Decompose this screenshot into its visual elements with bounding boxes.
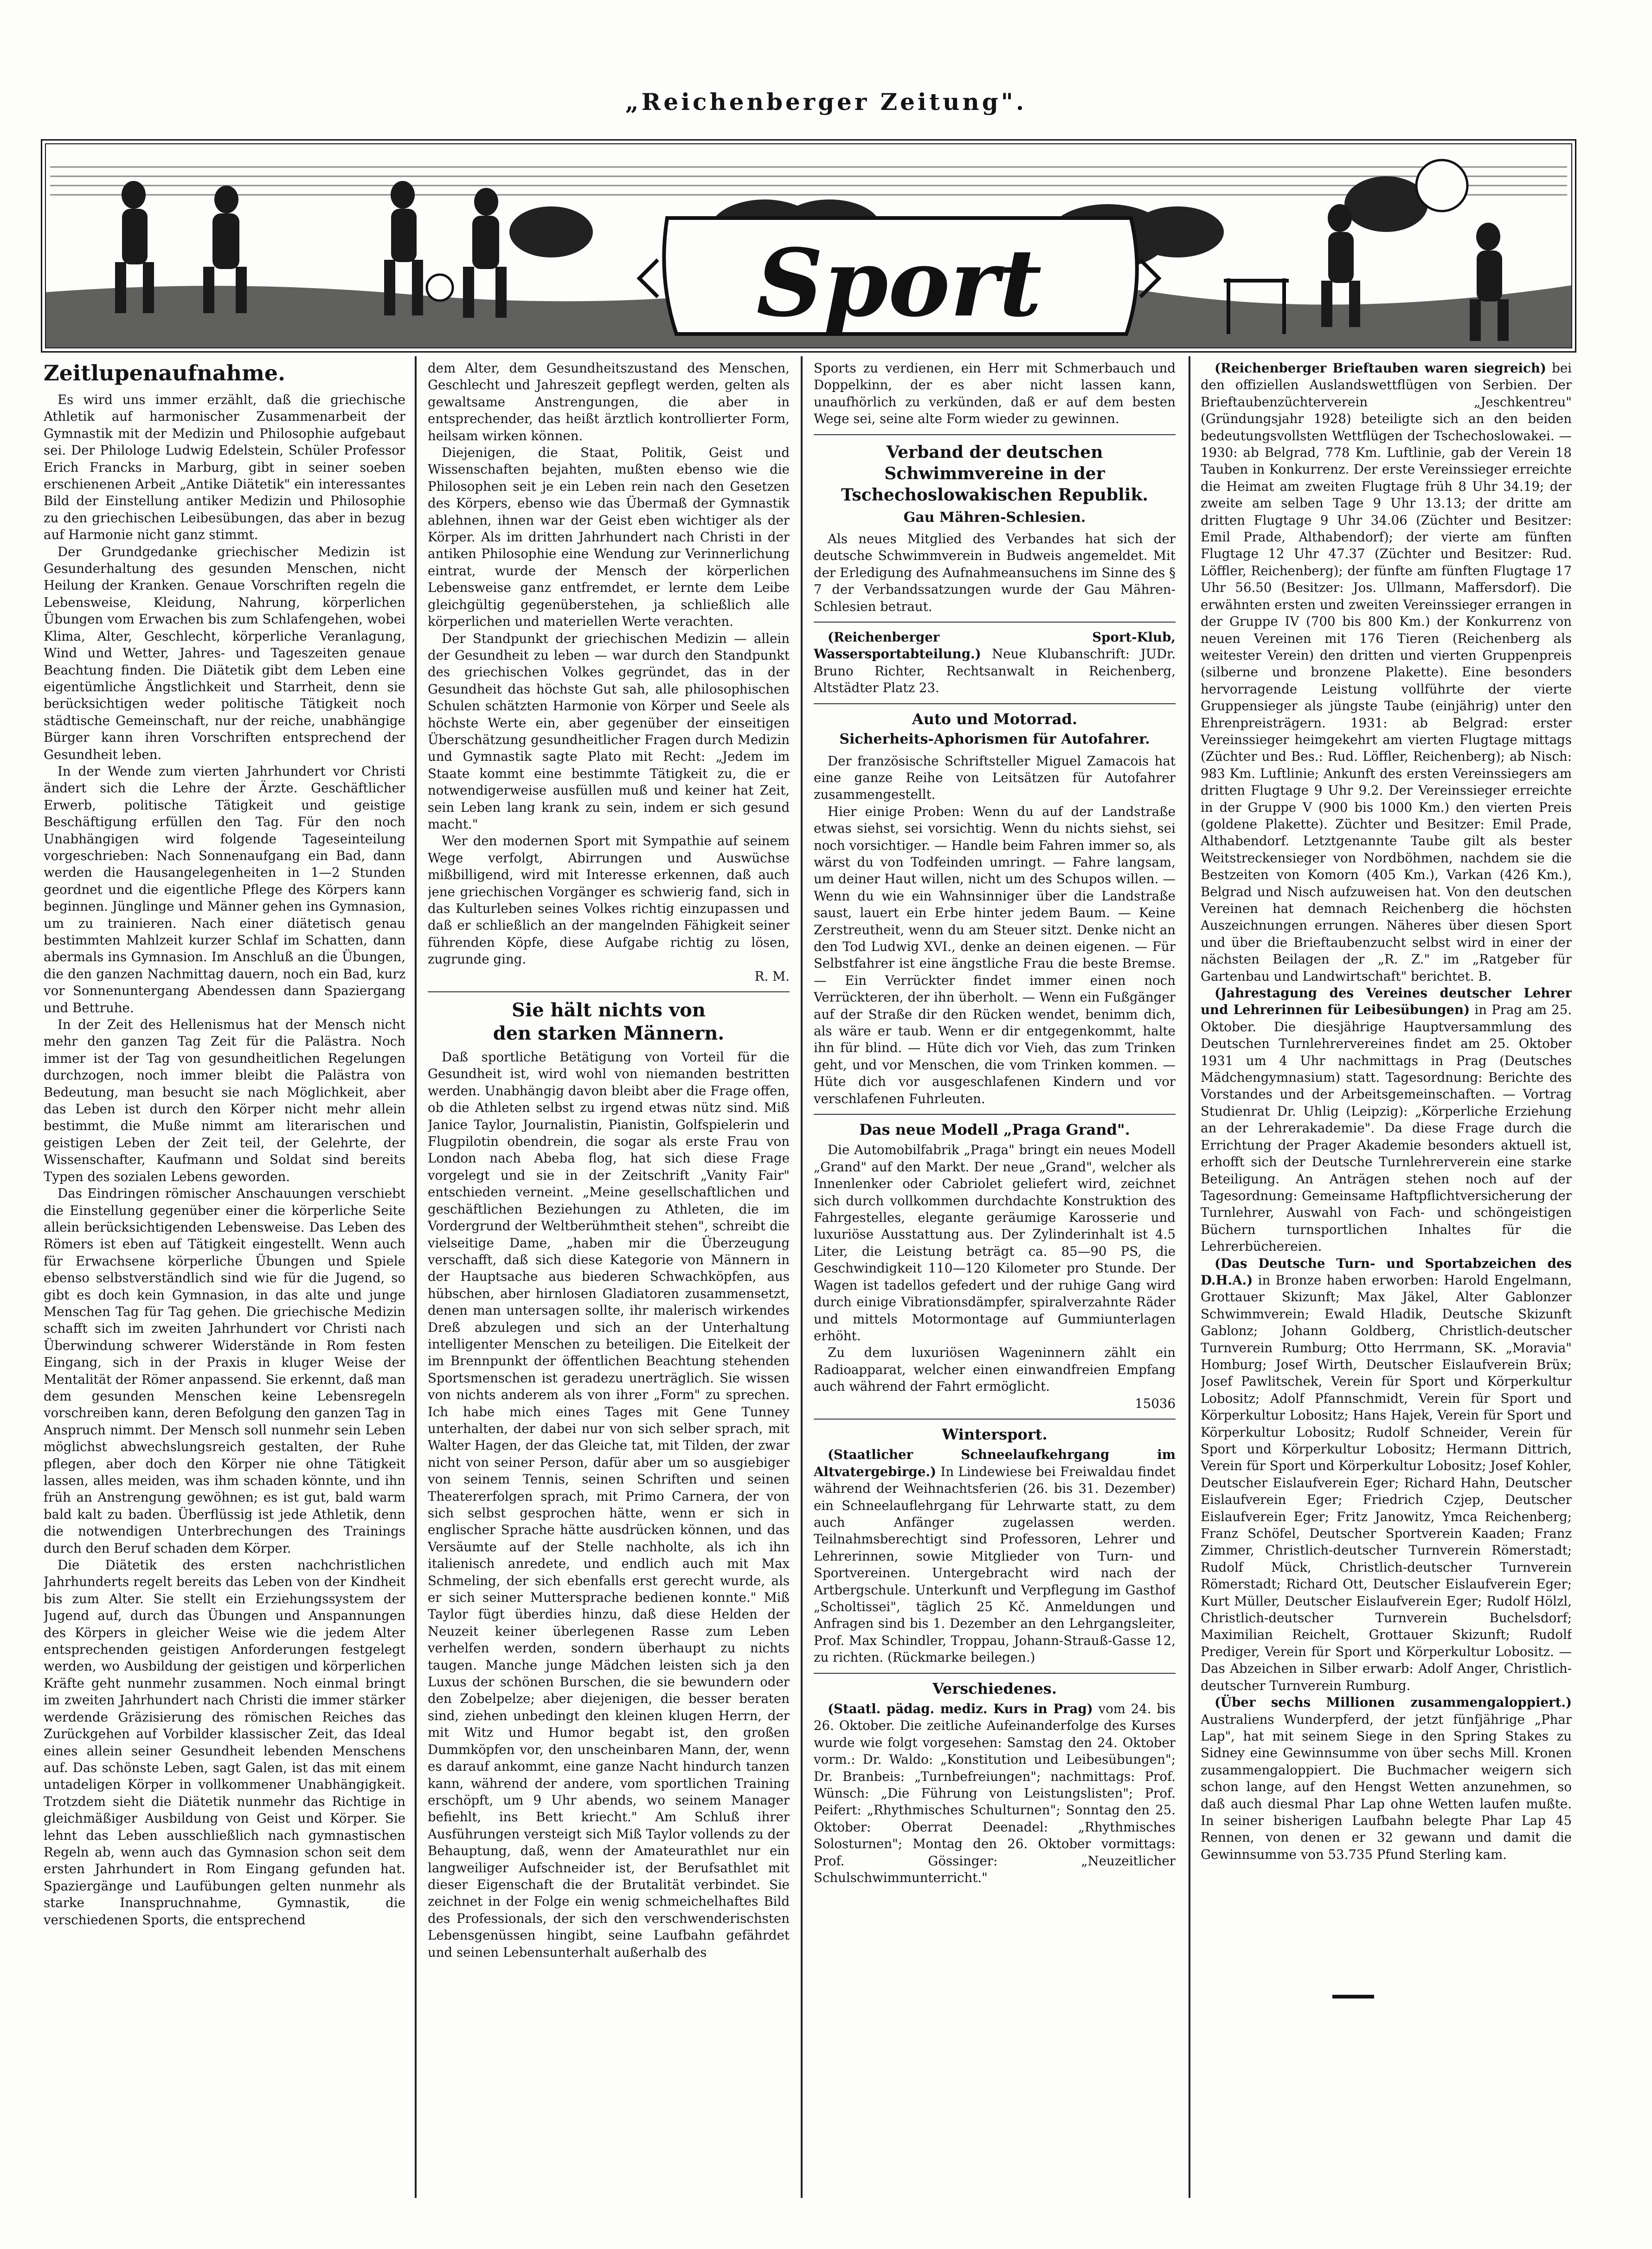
item-lead: (Staatlicher Schneelaufkehrgang im Altvatergebirge.) [814,1447,1176,1479]
separator [814,622,1176,623]
item-text: In Lindewiese bei Freiwaldau findet während der Weihnachtsferien (26. bis 31. Dezember) ein Schneelauflehrgang für Lehrwarte statt, zu dem auch Anfänger zugelassen werden. Teilnahmsberechtigt sind Professoren, Lehrer und Lehrerinnen, sowie Mitglieder von Turn- und Sportvereinen. Untergebracht wird nach der Artbergschule. Unterkunft und Verpflegung im Gasthof „Scholtissei", täglich 25 Kč. Anmeldungen und Anfragen sind bis 1. Dezember an den Lehrgangsleiter, Prof. Max Schindler, Troppau, Johann-Strauß-Gasse 12, zu richten. (Rückmarke beilegen.) [814,1464,1176,1665]
separator [814,1114,1176,1115]
headline-wintersport: Wintersport. [942,1425,1048,1443]
headline-sie-haelt-nichts: Sie hält nichts von [512,999,706,1022]
column-3 [814,360,1176,2199]
paragraph: Das Eindringen römischer Anschauungen verschiebt die Einstellung gegenüber einer die körperliche Seite allein berücksichtigenden Lebensweise. Das Leben des Römers ist eben auf Tätigkeit eingestellt. Wenn auch für Erwachsene körperliche Übungen und Spiele ebenso selbstverständlich sind wie für die Jugend, so gibt es doch kein Gymnasion, in das alte und junge Menschen Tag für Tag gehen. Die griechische Medizin schafft sich im zweiten Jahrhundert vor Christi nach Überwindung schwerer Widerstände in Rom festen Eingang, sich in der Praxis in kluger Weise der Mentalität der Römer anpassend. Sie erkennt, daß man dem gesunden Menschen keine Lebensregeln vorschreiben kann, deren Befolgung den ganzen Tag in Anspruch nimmt. Der Mensch soll nunmehr sein Leben möglichst abwechslungsreich gestalten, der Ruhe pflegen, aber doch den Körper nie ohne Tätigkeit lassen, alles meiden, was ihm schaden könnte, und ihn früh an Anstrengung gewöhnen; es ist gut, bald warm bald kalt zu baden. Überflüssig ist jede Athletik, denn die notwendigen Unterbrechungen des Trainings durch den Beruf schaden dem Körper. [44,1186,405,1556]
banner-title: Sport [756,229,1042,338]
item-text: in Prag am 25. Oktober. Die diesjährige Hauptversammlung des Deutschen Turnlehrervereines findet am 25. Oktober 1931 um 4 Uhr nachmittags in Prag (Deutsches Mädchengymnasium) statt. Tagesordnung: Berichte des Vorstandes und der Arbeitsgemeinschaften. — Vortrag Studienrat Dr. Uhlig (Leipzig): „Körperliche Erziehung an der Lehrerakademie". Da diese Frage durch die Errichtung der Prager Akademie besonders aktuell ist, erhofft sich der Deutsche Turnlehrerverein eine starke Beteiligung. An Anträgen stehen noch auf der Tagesordnung: Gemeinsame Haftpflichtversicherung der Turnlehrer, Auswahl von Fach- und schöngeistigen Büchern turnsportlichen Inhaltes für die Lehrerbüchereien. [1201,1002,1572,1254]
paragraph: Zu dem luxuriösen Wageninnern zählt ein Radioapparat, welcher einen einwandfreien Empfang auch während der Fahrt ermöglicht. [814,1345,1176,1394]
headline-auto-motorrad: Auto und Motorrad. [912,710,1078,728]
item-text: Australiens Wunderpferd, der jetzt fünfjährige „Phar Lap", hat mit seinem Siege in den Spring Stakes zu Sidney eine Gewinnsumme von über sechs Mill. Kronen zusammengaloppiert. Die Buchmacher weigern sich schon lange, auf den Hengst Wetten anzunehmen, so daß auch diesmal Phar Lap ohne Wetten laufen mußte. In seiner bisherigen Laufbahn belegte Phar Lap 45 Rennen, von denen er 32 gewann und damit die Gewinnsumme von 53.735 Pfund Sterling kam. [1201,1711,1572,1862]
item-text: vom 24. bis 26. Oktober. Die zeitliche Aufeinanderfolge des Kurses wurde wie folgt vorgesehen: Samstag den 24. Oktober vorm.: Dr. Waldo: „Konstitution und Leibesübungen"; Dr. Branbeis: „Turnbefreiungen"; nachmittags: Prof. Wünsch: „Die Führung von Leistungslisten"; Prof. Peifert: „Rhythmisches Schulturnen"; Sonntag den 25. Oktober: Oberrat Deenadel: „Rhythmisches Solosturnen"; Montag den 26. Oktober vormittags: Prof. Gössinger: „Neuzeitlicher Schulschwimmunterricht." [814,1701,1176,1886]
masthead: „Reichenberger Zeitung". [625,88,1027,116]
sport-banner-illustration [41,139,1576,353]
item-text: bei den offiziellen Auslandswettflügen von Serbien. Der Brieftaubenzüchterverein „Jeschkentreu" (Gründungsjahr 1928) beteiligte sich an den beiden bedeutungsvollsten Wettflügen der Tschechoslowakei. — 1930: ab Belgrad, 778 Km. Luftlinie, gab der Verein 18 Tauben in Konkurrenz. Der erste Vereinssieger erreichte die Heimat am zweiten Flugtage früh 8 Uhr 34.19; der zweite am selben Tage 9 Uhr 13.13; der dritte am dritten Flugtage 9 Uhr 34.06 (Züchter und Besitzer: Emil Prade, Althabendorf); der vierte am fünften Flugtage 12 Uhr 47.37 (Züchter und Besitzer: Rud. Löffler, Reichenberg); der fünfte am fünften Flugtage 17 Uhr 56.50 (Besitzer: Jos. Ullmann, Maffersdorf). Die erwähnten ersten und zweiten Vereinssieger errangen in der Gruppe IV (700 bis 800 Km.) der Konkurrenz von neuen Vereinen mit 176 Tieren (Reichenberg als weitester Verein) den dritten und vierten Gruppenpreis (silberne und bronzene Plakette). Eine besonders hervorragende Leistung vollführte der vierte Gruppensieger als jüngste Taube (einjährig) unter den Ehrenpreisträgern. 1931: ab Belgrad: erster Vereinssieger heimgekehrt am vierten Flugtage mittags (Züchter und Bes.: Rud. Löffler, Reichenberg); ab Nisch: 983 Km. Luftlinie; Ankunft des ersten Vereinssiegers am dritten Flugtage 9 Uhr 9.2. Der Vereinssieger erreichte in der Gruppe V (900 bis 1000 Km.) den vierten Preis (goldene Plakette). Züchter und Besitzer: Emil Prade, Althabendorf. Letztgenannte Taube gilt als bester Weitstreckensieger von Nordböhmen, nachdem sie die Bestzeiten von Komorn (405 Km.), Varkan (426 Km.), Belgrad und Nisch aufzuweisen hat. Von den deutschen Vereinen hat demnach Reichenberg die höchsten Auszeichnungen errungen. Näheres über diesen Sport und über die Brieftaubenzucht selbst wird in einer der nächsten Beilagen der „R. Z." im „Ratgeber für Gartenbau und Landwirtschaft" berichtet. B. [1201,360,1572,984]
signature: R. M. [754,968,790,984]
article-columns [41,356,1576,2212]
subheadline-gau: Gau Mähren-Schlesien. [903,509,1086,526]
item-lead: (Reichenberger Sport-Klub, Wassersportabteilung.) [814,630,1176,662]
item-lead: (Das Deutsche Turn- und Sportabzeichen des D.H.A.) [1201,1255,1572,1288]
paragraph: Es wird uns immer erzählt, daß die griechische Athletik auf harmonischer Zusammenarbeit der Gymnastik mit der Medizin und Philosophie aufgebaut sei. Der Philologe Ludwig Edelstein, Schüler Professor Erich Francks in Marburg, gibt in seiner soeben erschienenen Arbeit „Antike Diätetik" ein interessantes Bild der Einstellung antiker Medizin und Philosophie zu den griechischen Leibesübungen, das aber in bezug auf Harmonie nicht ganz stimmt. [44,392,405,543]
separator [814,703,1176,704]
item-lead: (Reichenberger Brieftauben waren siegreich) [1215,360,1546,376]
separator [814,1419,1176,1420]
item-text: in Bronze haben erworben: Harold Engelmann, Grottauer Skizunft; Max Jäkel, Alter Gablonzer Schwimmverein; Ewald Hladik, Deutsche Skizunft Gablonz; Johann Goldberg, Christlich-deutscher Turnverein Rumburg; Otto Herrmann, SK. „Moravia" Homburg; Josef Wirth, Deutscher Eislaufverein Brüx; Josef Pawlitschek, Verein für Sport und Körperkultur Lobositz; Adolf Pfannschmidt, Verein für Sport und Körperkultur Lobositz; Hans Hajek, Verein für Sport und Körperkultur Lobositz; Rudolf Schneider, Verein für Sport und Körperkultur Lobositz; Hermann Dittrich, Verein für Sport und Körperkultur Lobositz; Josef Kohler, Deutscher Eislaufverein Eger; Richard Hahn, Deutscher Eislaufverein Eger; Friedrich Czjep, Deutscher Eislaufverein Eger; Fritz Janowitz, Ymca Reichenberg; Franz Schöfel, Deutscher Sportverein Kaaden; Franz Zimmer, Christlich-deutscher Turnverein Römerstadt; Rudolf Mück, Christlich-deutscher Turnverein Römerstadt; Richard Ott, Deutscher Eislaufverein Eger; Kurt Müller, Deutscher Eislaufverein Eger; Rudolf Hölzl, Christlich-deutscher Turnverein Buchelsdorf; Maximilian Reichelt, Grottauer Skizunft; Rudolf Prediger, Verein für Sport und Körperkultur Lobositz. — Das Abzeichen in Silber erwarb: Adolf Anger, Christlich-deutscher Turnverein Rumburg. [1201,1272,1572,1693]
paragraph: In der Wende zum vierten Jahrhundert vor Christi ändert sich die Lehre der Ärzte. Geschäftlicher Erwerb, politische Tätigkeit und geistige Beschäftigung erfüllen den Tag. Für den noch Unabhängigen wird folgende Tageseinteilung vorgeschrieben: Nach Sonnenaufgang ein Bad, dann werden die Hausangelegenheiten in 1—2 Stunden geordnet und die eigentliche Pflege des Körpers kann beginnen. Jünglinge und Männer gehen ins Gymnasion, um zu trainieren. Nach einer diätetisch genau bestimmten Mahlzeit kurzer Schlaf im Schatten, dann abermals ins Gymnasion. Im Anschluß an die Übungen, die den ganzen Nachmittag dauern, noch ein Bad, kurz vor Sonnenuntergang Abendessen dann Spaziergang und Bettruhe. [44,763,405,1015]
paragraph: Der französische Schriftsteller Miguel Zamacois hat eine ganze Reihe von Leitsätzen für Autofahrer zusammengestellt. [814,753,1176,803]
sport-banner [41,139,1576,353]
headline-praga-grand: Das neue Modell „Praga Grand". [859,1121,1130,1139]
column-2 [428,360,790,2199]
paragraph: Hier einige Proben: Wenn du auf der Landstraße etwas siehst, sei vorsichtig. Wenn du nichts siehst, sei noch vorsichtiger. — Handle beim Fahren immer so, als wärst du von Todfeinden umringt. — Fahre langsam, um deiner Haut willen, nicht um des Schupos willen. — Wenn du wie ein Wahnsinniger über die Landstraße saust, lauert ein Erbe hinter jedem Baum. — Keine Zerstreutheit, wenn du am Steuer sitzt. Denke nicht an den Tod Ludwig XVI., denke an deinen eigenen. — Für Selbstfahrer ist eine ängstliche Frau die beste Bremse. — Ein Verrückter findet immer einen noch Verrückteren, der ihn überholt. — Wenn ein Fußgänger auf der Straße dir den Rücken wendet, benimm dich, als wäre er taub. Wenn er dir entgegenkommt, halte ihn für blind. — Hüte dich vor Vieh, das zum Trinken geht, und vor Menschen, die vom Trinken kommen. — Hüte dich vor ausgeschlafenen Kindern und vor verschlafenen Fuhrleuten. [814,803,1176,1106]
headline-sie-haelt-nichts-2: den starken Männern. [493,1022,725,1045]
separator [428,991,790,992]
paragraph: Daß sportliche Betätigung von Vorteil für die Gesundheit ist, wird wohl von niemanden bestritten werden. Unabhängig davon bleibt aber die Frage offen, ob die Athleten selbst zu irgend etwas nütz sind. Miß Janice Taylor, Journalistin, Pianistin, Golfspielerin und Flugpilotin obendrein, die sogar als erste Frau von London nach Abeba flog, hat sich diese Frage vorgelegt und sie in der Zeitschrift „Vanity Fair" entschieden verneint. „Meine gesellschaftlichen und geschäftlichen Beziehungen zu Athleten, die im Vordergrund der Weltberühmtheit stehen", schreibt die vielseitige Dame, „haben mir die Überzeugung verschafft, daß sich diese Kategorie von Männern in der Hauptsache aus biederen Schwachköpfen, aus hübschen, aber hirnlosen Gladiatoren zusammensetzt, denen man untersagen sollte, ihr malerisch wirkendes Dreß abzulegen und sich an der Unterhaltung intelligenter Menschen zu beteiligen. Die Eitelkeit der im Brennpunkt der öffentlichen Beachtung stehenden Sportsmenschen ist geradezu unerträglich. Sie wissen von nichts anderem als von ihrer „Form" zu sprechen. Ich habe mich eines Tages mit Gene Tunney unterhalten, der dabei nur von sich selber sprach, mit Walter Hagen, der das Gleiche tat, mit Tilden, der zwar nicht von seiner Person, dafür aber um so ausgiebiger von seinem Tennis, seinen Schriften und seinen Theatererfolgen sprach, mit Primo Carnera, der von sich selbst gesprochen hätte, wenn er sich in englischer Sprache hätte ausdrücken können, und das Versäumte auf der Stelle nachholte, als ich ihn italienisch anredete, und endlich auch mit Max Schmeling, der sich ebenfalls erst gerecht wurde, als er sich seiner Muttersprache bedienen konnte." Miß Taylor fügt überdies hinzu, daß diese Helden der Neuzeit keiner überlegenen Rasse zum Leben verhelfen werden, sondern überhaupt zu nichts taugen. Manche junge Mädchen leisten sich ja den Luxus der schönen Burschen, die sie bewundern oder den Zobelpelze; aber diejenigen, die besser beraten sind, ziehen unbedingt den kleinen klugen Herrn, der mit Witz und Humor begabt ist, den großen Dummköpfen vor, den unscheinbaren Mann, der, wenn es darauf ankommt, eine ganze Nacht hindurch tanzen kann, während der andere, vom sportlichen Training erschöpft, um 9 Uhr abends, wo seinem Manager befiehlt, ins Bett kriecht." Am Schluß ihrer Ausführungen versteigt sich Miß Taylor vollends zu der Behauptung, daß, wenn der Amateurathlet nur ein langweiliger Aufschneider ist, der Berufsathlet mit dieser Eigenschaft die der Brutalität verbindet. Sie zeichnet in der Folge ein wenig schmeichelhaftes Bild des Professionals, der sich den verschwenderischsten Lebensgenüssen hingibt, seine Laufbahn gefährdet und seinen Lebensunterhalt außerhalb des [428,1049,790,1960]
item-text: Neue Klubanschrift: JUDr. Bruno Richter, Rechtsanwalt in Reichenberg, Altstädter Platz 23. [814,646,1176,696]
headline-verschiedenes: Verschiedenes. [932,1679,1057,1697]
paragraph: Der Standpunkt der griechischen Medizin — allein der Gesundheit zu leben — war durch den Standpunkt des griechischen Volkes gegründet, das in der Gesundheit das höchste Gut sah, alle philosophischen Schulen schätzten Harmonie von Körper und Seele als höchste Werte ein, aber gegenüber der einseitigen Überschätzung gesundheitlicher Fragen durch Medizin und Gymnastik sagte Plato mit Recht: „Jedem im Staate kommt eine bestimmte Tätigkeit zu, die er notwendigerweise ausfüllen muß und keiner hat Zeit, sein Leben lang krank zu sein, indem er sich gesund macht." [428,630,790,832]
paragraph: Die Automobilfabrik „Praga" bringt ein neues Modell „Grand" auf den Markt. Der neue „Grand", welcher als Innenlenker oder Cabriolet geliefert wird, zeichnet sich durch vollkommen durchdachte Konstruktion des Fahrgestelles, elegante geräumige Karosserie und luxuriöse Ausstattung aus. Der Zylinderinhalt ist 4.5 Liter, die Leistung beträgt ca. 85—90 PS, die Geschwindigkeit 110—120 Kilometer pro Stunde. Der Wagen ist tadellos gefedert und der ruhige Gang wird durch einige Vibrationsdämpfer, spiralverzahnte Räder und mittels Motormontage auf Gummiunterlagen erhöht. [814,1142,1176,1343]
paragraph: Diejenigen, die Staat, Politik, Geist und Wissenschaften bejahten, mußten ebenso wie die Philosophen seit je ein Leben rein nach den Gesetzen des Körpers, ebenso wie das Übermaß der Gymnastik ablehnen, ihnen war der Geist eben wichtiger als der Körper. Als im dritten Jahrhundert nach Christi in der antiken Philosophie eine Wendung zur Verinnerlichung eintrat, wurde der Mensch der körperlichen Lebensweise ganz entfremdet, er lernte dem Leibe gleichgültig gegenüberstehen, ja schließlich alle körperlichen und materiellen Werte verachten. [428,445,790,630]
item-lead: (Staatl. pädag. mediz. Kurs in Prag) [828,1701,1093,1717]
column-rule [1189,356,1190,2198]
item-lead: (Jahrestagung des Vereines deutscher Lehrer und Lehrerinnen für Leibesübungen) [1201,985,1572,1018]
paragraph: Die Diätetik des ersten nachchristlichen Jahrhunderts regelt bereits das Leben von der Kindheit bis zum Alter. Sie stellt ein Erziehungssystem der Jugend auf, durch das Übungen und Anspannungen des Körpers in gleicher Weise wie die jedem Alter entsprechenden geistigen Anforderungen festgelegt werden, wo Ausbildung der geistigen und körperlichen Kräfte geht nunmehr zusammen. Noch einmal bringt im zweiten Jahrhundert nach Christi die immer stärker werdende Gräzisierung des römischen Reiches das Zurückgehen auf Vorbilder klassischer Zeit, das Ideal eines allein seiner Gesundheit lebenden Menschens auf. Das schönste Leben, sagt Galen, ist das mit einem untadeligen Körper in vollkommener Unabhängigkeit. Trotzdem sieht die Diätetik nunmehr das Richtige in gleichmäßiger Ausbildung von Geist und Körper. Sie lehnt das Leben ausschließlich nach gymnastischen Regeln ab, wenn auch das Gymnasion schon seit dem ersten Jahrhundert in Rom Eingang gefunden hat. Spaziergänge und Laufübungen gelten nunmehr als starke Inanspruchnahme, Gymnastik, die verschiedenen Sports, die entsprechend [44,1557,405,1928]
headline-zeitlupenaufnahme: Zeitlupenaufnahme. [44,360,286,386]
item-lead: (Über sechs Millionen zusammengaloppiert.) [1215,1695,1572,1710]
column-rule [801,356,803,2198]
column-rule [415,356,417,2198]
paragraph: In der Zeit des Hellenismus hat der Mensch nicht mehr den ganzen Tag Zeit für die Palästra. Noch immer ist der Tag von gesundheitlichen Regelungen durchzogen, noch immer bleibt die Palästra von Bedeutung, man besucht sie nach Möglichkeit, aber das Leben ist durch den Körper nicht mehr allein bestimmt, die Muße nimmt am literarischen und geistigen Leben der Zeit teil, der Gelehrte, der Wissenschafter, Kaufmann und Soldat sind bereits Typen des sozialen Lebens geworden. [44,1017,405,1184]
separator [814,434,1176,435]
paragraph: dem Alter, dem Gesundheitszustand des Menschen, Geschlecht und Jahreszeit gepflegt werden, gelten als gewaltsame Anstrengungen, die aber in entsprechender, das heißt ärztlich kontrollierter Form, heilsam wirken können. [428,360,790,443]
paragraph: Wer den modernen Sport mit Sympathie auf seinem Wege verfolgt, Abirrungen und Auswüchse mißbilligend, wird mit Interesse erkennen, daß auch jene griechischen Vorgänger es schwierig fand, sich in das Kulturleben seines Volkes richtig einzupassen und daß er schließlich an der mangelnden Fähigkeit seiner führenden Köpfe, diese Aufgabe richtig zu lösen, zugrunde ging. [428,833,790,967]
separator [814,1673,1176,1674]
column-4 [1201,360,1572,2199]
column-1 [44,360,405,2199]
end-rule [1332,1995,1374,1998]
paragraph: Als neues Mitglied des Verbandes hat sich der deutsche Schwimmverein in Budweis angemeldet. Mit der Erledigung des Aufnahmeansuchens im Sinne des § 7 der Verbandssatzungen wurde der Gau Mähren-Schlesien betraut. [814,531,1176,614]
headline-schwimmvereine: Verband der deutschen Schwimmvereine in der Tschechoslowakischen Republik. [841,442,1148,505]
paragraph: Sports zu verdienen, ein Herr mit Schmerbauch und Doppelkinn, der es aber nicht lassen kann, unaufhörlich zu verkünden, daß er auf dem besten Wege sei, seine alte Form wieder zu gewinnen. [814,360,1176,427]
ad-number: 15036 [1135,1395,1176,1411]
paragraph: Der Grundgedanke griechischer Medizin ist Gesunderhaltung des gesunden Menschen, nicht Heilung der Kranken. Genaue Vorschriften regeln die Lebensweise, Kleidung, Nahrung, körperlichen Übungen vom Erwachen bis zum Schlafengehen, wobei Klima, Alter, Geschlecht, körperliche Veranlagung, Wind und Wetter, Jahres- und Tageszeiten genaue Beachtung finden. Die Diätetik gibt dem Leben eine eigentümliche Ängstlichkeit und Starrheit, denn sie berücksichtigen weder politische Tätigkeit noch städtische Gemeinschaft, nur der reiche, unabhängige Bürger kann ihren Vorschriften entsprechend der Gesundheit leben. [44,544,405,762]
subheadline-aphorismen: Sicherheits-Aphorismen für Autofahrer. [839,731,1150,748]
